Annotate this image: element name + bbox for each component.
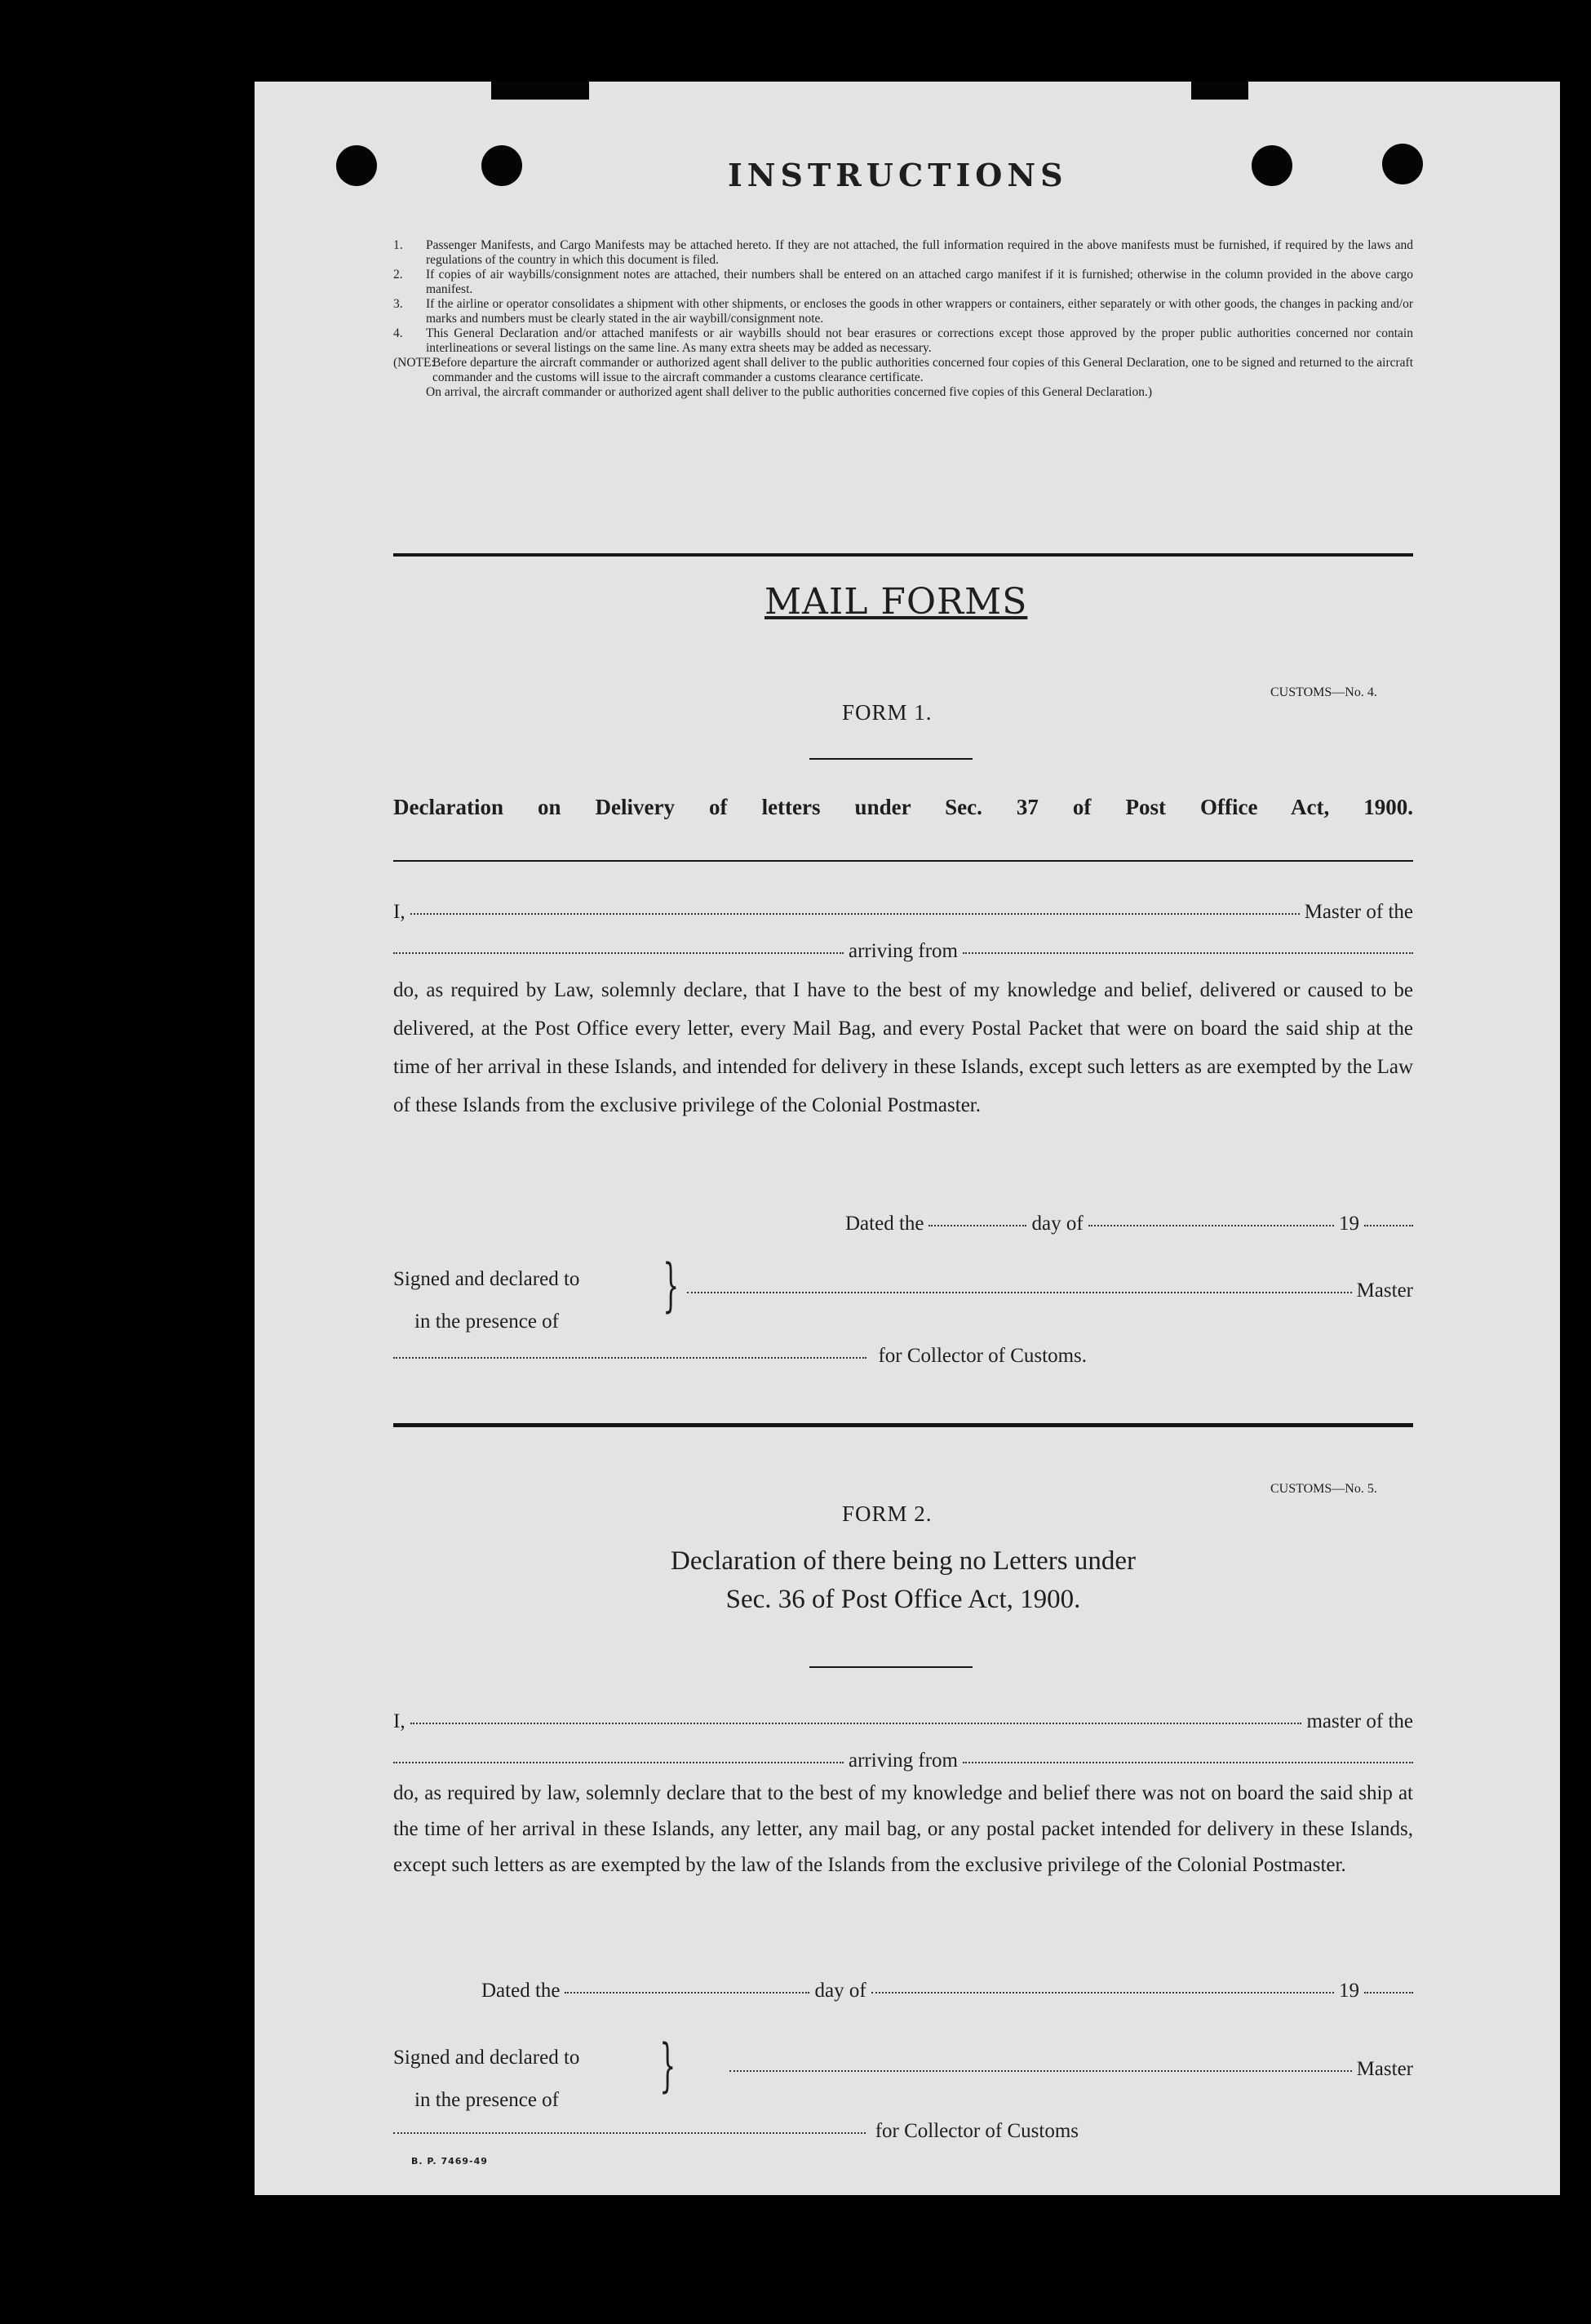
fill-field[interactable] <box>565 1991 809 1994</box>
section-divider <box>393 1423 1413 1427</box>
binding-tab <box>1191 82 1248 100</box>
separator-line <box>393 860 1413 862</box>
punch-hole <box>336 145 377 186</box>
collector-line: for Collector of Customs. <box>393 1345 1087 1368</box>
master-signature-line: Master <box>687 1280 1413 1302</box>
declaration-body: do, as required by law, solemnly declare that to the best of my knowledge and belief there was not on board the said ship at the time of her arrival in these Islands, any letter, any mail bag, or any postal packet intended for delivery in these Islands, except such letters as are exempted by the law of the Islands from the exclusive privilege of the Colonial Postmaster. <box>393 1782 1413 1876</box>
master-signature-line: Master <box>729 2058 1413 2081</box>
fill-field[interactable] <box>687 1291 1352 1293</box>
punch-hole <box>1252 145 1292 186</box>
fill-field[interactable] <box>393 951 844 954</box>
instruction-item: 2. If copies of air waybills/consignment notes are attached, their numbers shall be entered on an attached cargo manifest if it is furnished; otherwise in the column provided in the above cargo manifest. <box>393 268 1413 296</box>
binding-tab <box>491 82 589 100</box>
document-page <box>255 82 1560 2195</box>
heading-underline <box>809 1666 973 1668</box>
fill-field[interactable] <box>410 912 1300 915</box>
dated-line: Dated the day of 19 <box>845 1213 1413 1235</box>
signed-label: Signed and declared to in the presence of <box>393 1268 580 1333</box>
arriving-from-line: arriving from <box>393 1750 1413 1772</box>
fill-field[interactable] <box>393 1356 866 1359</box>
punch-hole <box>481 145 522 186</box>
instructions-title: INSTRUCTIONS <box>728 157 1068 193</box>
brace-glyph: } <box>663 1252 680 1319</box>
brace-glyph: } <box>659 2032 676 2099</box>
fill-field[interactable] <box>729 2069 1352 2072</box>
form-declaration-title: Declaration of there being no Letters under Sec. 36 of Post Office Act, 1900. <box>671 1546 1136 1614</box>
form-heading: FORM 2. <box>842 1501 933 1526</box>
fill-field[interactable] <box>1364 1991 1413 1994</box>
form-heading: FORM 1. <box>842 700 933 725</box>
section-divider <box>393 553 1413 557</box>
master-name-line: I, master of the <box>393 1710 1413 1732</box>
fill-field[interactable] <box>393 2131 866 2134</box>
heading-underline <box>809 758 973 760</box>
form-declaration-title: Declaration on Delivery of letters under Sec. 37 of Post Office Act, 1900. <box>393 795 1413 819</box>
instruction-note-arrival: On arrival, the aircraft commander or authorized agent shall deliver to the public authorities concerned five copies of this General Declaration.) <box>426 385 1153 399</box>
instruction-note: (NOTE: Before departure the aircraft commander or authorized agent shall deliver to the public authorities concerned four copies of this General Declaration, one to be signed and returned to the aircraft commander and the customs will issue to the aircraft commander a customs clearance certificate. <box>393 356 1413 384</box>
customs-number: CUSTOMS—No. 5. <box>1270 1482 1377 1496</box>
instruction-item: 1. Passenger Manifests, and Cargo Manifests may be attached hereto. If they are not attached, the full information required in the above manifests must be furnished, if required by the laws and regulations of the country in which this document is filed. <box>393 238 1413 267</box>
fill-field[interactable] <box>963 1761 1413 1763</box>
punch-hole <box>1382 144 1423 184</box>
dated-line: Dated the day of 19 <box>481 1980 1413 2002</box>
customs-number: CUSTOMS—No. 4. <box>1270 685 1377 699</box>
fill-field[interactable] <box>410 1722 1302 1724</box>
signed-label: Signed and declared to in the presence of <box>393 2047 580 2111</box>
printer-code: B. P. 7469-49 <box>411 2156 488 2167</box>
declaration-body: do, as required by Law, solemnly declare, that I have to the best of my knowledge and belief, delivered or caused to be delivered, at the Post Office every letter, every Mail Bag, and every Postal Packet that were on board the said ship at the time of her arrival in these Islands, and intended for delivery in these Islands, except such letters as are exempted by the Law of these Islands from the exclusive privilege of the Colonial Postmaster. <box>393 979 1413 1116</box>
mail-forms-title: MAIL FORMS <box>764 581 1028 623</box>
fill-field[interactable] <box>1088 1224 1334 1226</box>
fill-field[interactable] <box>871 1991 1334 1994</box>
fill-field[interactable] <box>928 1224 1026 1226</box>
collector-line: for Collector of Customs <box>393 2120 1079 2143</box>
instructions-list <box>393 238 1413 400</box>
instruction-item: 3. If the airline or operator consolidates a shipment with other shipments, or encloses the goods in other wrappers or containers, either separately or with other goods, the changes in packing and/or marks and numbers must be clearly stated in the air waybill/consignment note. <box>393 297 1413 326</box>
instruction-item: 4. This General Declaration and/or attached manifests or air waybills should not bear erasures or corrections except those approved by the proper public authorities concerned nor contain interlineations or several listings on the same line. As many extra sheets may be added as necessary. <box>393 326 1413 355</box>
fill-field[interactable] <box>963 951 1413 954</box>
fill-field[interactable] <box>393 1761 844 1763</box>
arriving-from-line: arriving from <box>393 940 1413 963</box>
master-name-line: I, Master of the <box>393 901 1413 923</box>
fill-field[interactable] <box>1364 1224 1413 1226</box>
